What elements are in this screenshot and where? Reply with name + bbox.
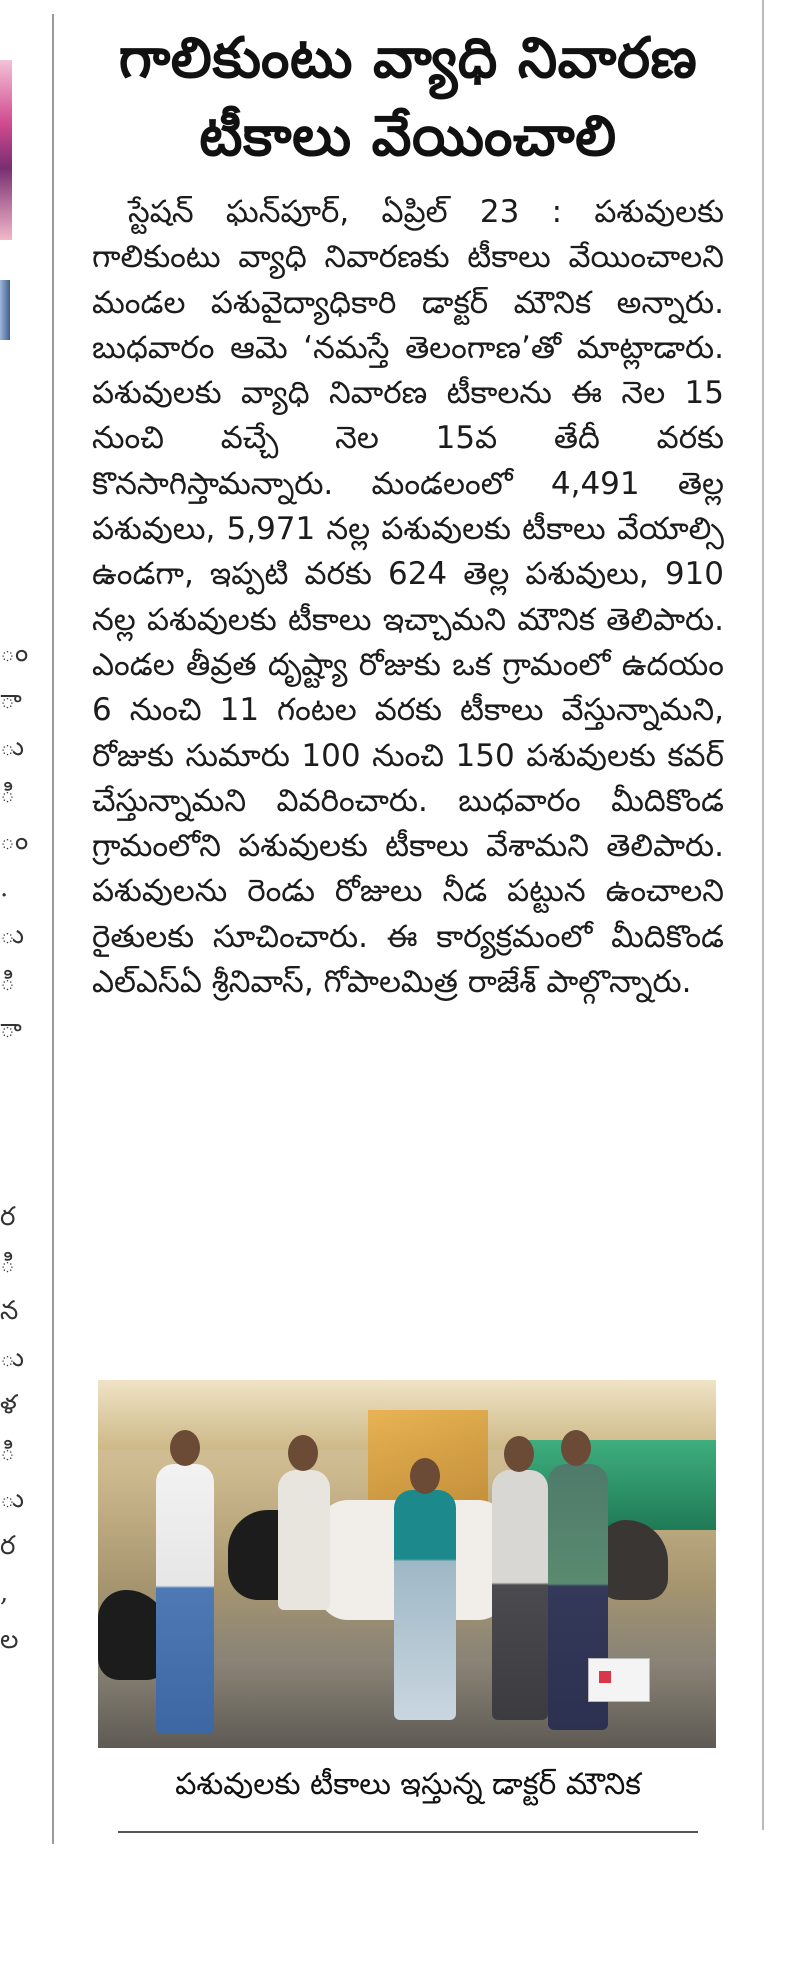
vaccine-box bbox=[588, 1658, 650, 1702]
adjacent-glyph: ా bbox=[0, 685, 22, 715]
person-figure bbox=[492, 1470, 548, 1720]
person-head bbox=[288, 1435, 318, 1471]
adjacent-glyph: ి bbox=[0, 967, 16, 997]
adjacent-glyph: . bbox=[0, 873, 9, 903]
adjacent-glyph: న bbox=[0, 1296, 19, 1326]
adjacent-glyph: ళ bbox=[0, 1390, 17, 1420]
person-figure bbox=[394, 1490, 456, 1720]
person-head bbox=[561, 1430, 591, 1466]
article-paragraph: పశువులకు గాలికుంటు వ్యాధి నివారణకు టీకాలు వేయించాలని మండల పశువైద్యాధికారి డాక్టర్ మౌనిక అన్నారు. బుధవారం ఆమె ‘నమస్తే తెలంగాణ’తో మాట్లాడారు. పశువులకు వ్యాధి నివారణ టీకాలను ఈ నెల 15 నుంచి వచ్చే నెల 15వ తేదీ వరకు కొనసాగిస్తామన్నారు. మండలంలో 4,491 తెల్ల పశువులు, 5,971 నల్ల పశువులకు టీకాలు వేయాల్సి ఉండగా, ఇప్పటి వరకు 624 తెల్ల పశువులు, 910 నల్ల పశువులకు టీకాలు ఇచ్చామని మౌనిక తెలిపారు. ఎండల తీవ్రత దృష్ట్యా రోజుకు ఒక గ్రామంలో ఉదయం 6 నుంచి 11 గంటల వరకు టీకాలు వేస్తున్నామని, రోజుకు సుమారు 100 నుంచి 150 పశువులకు కవర్ చేస్తున్నామని వివరించారు. బుధవారం మీదికొండ గ్రామంలోని పశువులకు టీకాలు వేశామని తెలిపారు. పశువులను రెండు రోజులు నీడ పట్టున ఉంచాలని రైతులకు సూచించారు. ఈ కార్యక్రమంలో మీదికొండ ఎల్‌ఎస్‌ఏ శ్రీనివాస్, గోపాలమిత్ర రాజేశ్ పాల్గొన్నారు. bbox=[92, 194, 724, 1001]
article-body bbox=[92, 190, 724, 1005]
adjacent-column-text bbox=[0, 630, 29, 1664]
news-article bbox=[92, 20, 724, 1005]
person-head bbox=[410, 1458, 440, 1494]
adjacent-glyph: ు bbox=[0, 920, 25, 950]
adjacent-photo-fragment bbox=[0, 280, 10, 340]
box-logo bbox=[599, 1671, 611, 1683]
adjacent-column-strip bbox=[0, 0, 29, 1971]
adjacent-glyph bbox=[0, 1100, 14, 1147]
person-head bbox=[170, 1430, 200, 1466]
dateline: స్టేషన్ ఘన్‌పూర్, ఏప్రిల్ 23 : bbox=[128, 194, 563, 230]
photo-caption: పశువులకు టీకాలు ఇస్తున్న డాక్టర్ మౌనిక bbox=[175, 1767, 641, 1802]
adjacent-glyph: ి bbox=[0, 1437, 16, 1467]
column-divider bbox=[52, 14, 54, 1844]
adjacent-glyph: ి bbox=[0, 1249, 16, 1279]
adjacent-glyph: ం bbox=[0, 826, 29, 856]
adjacent-glyph bbox=[0, 1053, 14, 1100]
adjacent-glyph: ు bbox=[0, 732, 25, 762]
person-figure bbox=[278, 1470, 330, 1610]
adjacent-glyph: ర bbox=[0, 1202, 16, 1232]
adjacent-glyph: ా bbox=[0, 1014, 22, 1044]
caption-underline bbox=[118, 1831, 698, 1833]
adjacent-glyph bbox=[0, 1147, 14, 1194]
column-divider bbox=[762, 0, 764, 1830]
headline-line: టీకాలు వేయించాలి bbox=[199, 104, 617, 169]
article-photo bbox=[98, 1380, 716, 1748]
adjacent-glyph: ు bbox=[0, 1343, 25, 1373]
adjacent-glyph: ం bbox=[0, 638, 29, 668]
adjacent-glyph: , bbox=[0, 1578, 9, 1608]
adjacent-glyph: ర bbox=[0, 1531, 16, 1561]
headline-line: గాలికుంటు వ్యాధి నివారణ bbox=[118, 26, 698, 91]
adjacent-glyph: ల bbox=[0, 1625, 19, 1655]
article-headline bbox=[92, 20, 724, 176]
adjacent-glyph: ు bbox=[0, 1484, 25, 1514]
person-head bbox=[504, 1436, 534, 1472]
person-figure bbox=[156, 1464, 214, 1734]
cow-figure bbox=[598, 1520, 668, 1600]
adjacent-glyph: ి bbox=[0, 779, 16, 809]
adjacent-photo-fragment bbox=[0, 60, 12, 240]
